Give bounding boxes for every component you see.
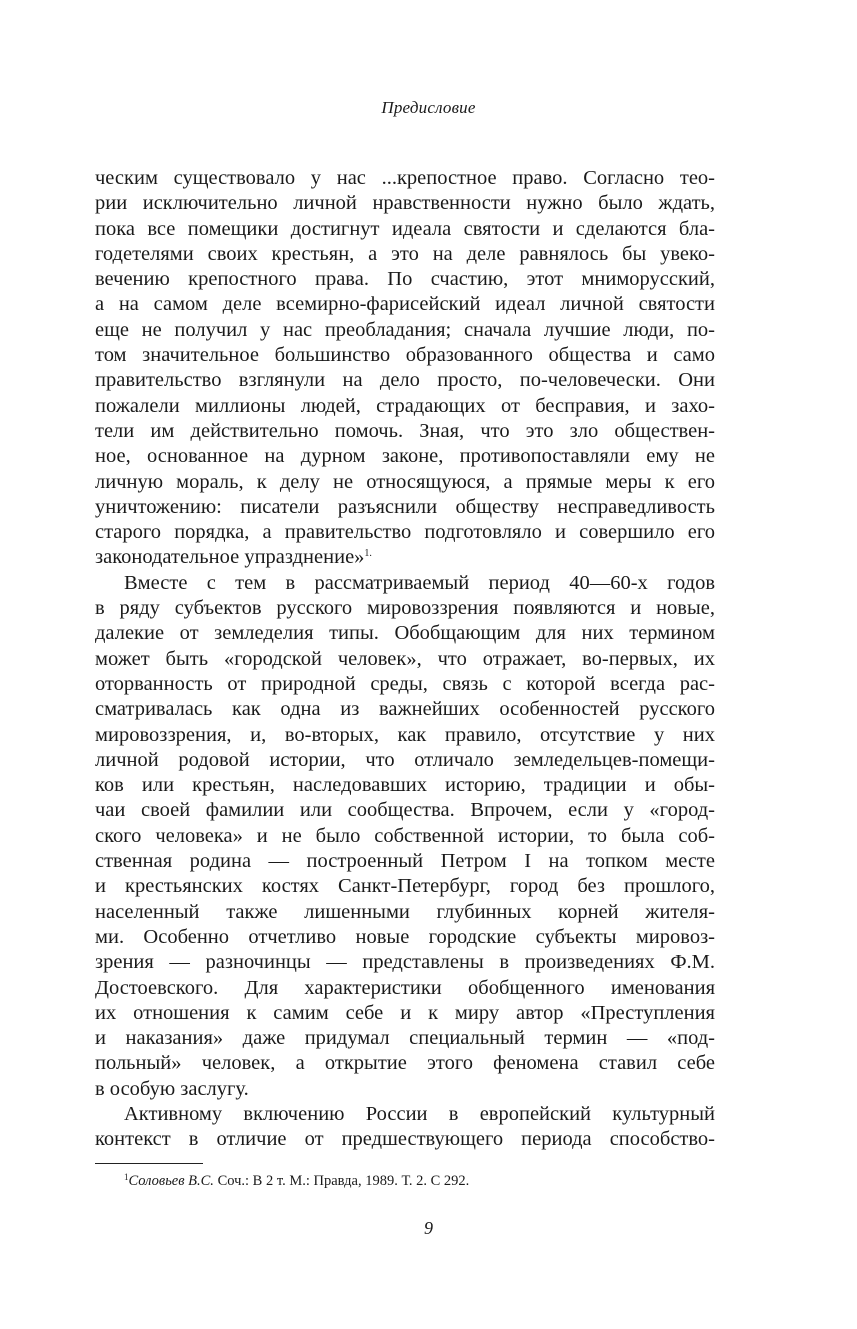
footnote-reference: 1.: [364, 548, 372, 560]
text-line: [95, 368, 715, 393]
line-text: рии исключительно личной нравственности нужно было ждать,: [95, 192, 715, 215]
text-line: [95, 824, 715, 849]
text-line: [95, 1051, 715, 1076]
line-text: польный» человек, а открытие этого феномена ставил себе: [95, 1052, 715, 1075]
line-text: тели им действительно помочь. Зная, что это зло обществен-: [95, 419, 715, 442]
line-text: сматривалась как одна из важнейших особенностей русского: [95, 698, 715, 721]
line-text: годетелями своих крестьян, а это на деле равнялось бы увеко-: [95, 242, 715, 265]
text-line: [95, 343, 715, 368]
text-line: [95, 571, 715, 596]
line-text: ственная родина — построенный Петром I на топком месте: [95, 850, 715, 873]
text-line: [95, 950, 715, 975]
line-text: их отношения к самим себе и к миру автор «Преступления: [95, 1001, 715, 1024]
text-line: [95, 267, 715, 292]
text-line: [95, 217, 715, 242]
text-line: [95, 849, 715, 874]
line-text: чаи своей фамилии или сообщества. Впрочем, если у «город-: [95, 799, 715, 822]
line-text: уничтожению: писатели разъяснили обществу несправедливость: [95, 495, 715, 518]
line-text: пожалели миллионы людей, страдающих от бесправия, и захо-: [95, 394, 715, 417]
text-line: [95, 444, 715, 469]
text-line: [95, 596, 715, 621]
line-text: Достоевского. Для характеристики обобщенного именования: [95, 976, 715, 999]
footnote-divider: [95, 1163, 203, 1164]
footnote-number: 1: [124, 1172, 129, 1182]
line-text: Активному включению России в европейский культурный: [124, 1102, 715, 1125]
running-head: Предисловие: [381, 98, 476, 117]
line-text: ческим существовало у нас ...крепостное право. Согласно тео-: [95, 167, 715, 189]
text-line: [95, 1001, 715, 1026]
text-line: [95, 748, 715, 773]
text-line: [95, 495, 715, 520]
line-text: в особую заслугу.: [95, 1077, 249, 1100]
line-text: в ряду субъектов русского мировоззрения появляются и новые,: [95, 597, 715, 620]
line-text: ми. Особенно отчетливо новые городские субъекты мировоз-: [95, 925, 715, 948]
line-text: зрения — разночинцы — представлены в произведениях Ф.М.: [95, 951, 715, 974]
text-line: [95, 470, 715, 495]
line-text: том значительное большинство образованного общества и само: [95, 344, 715, 367]
line-text: вечению крепостного права. По счастию, этот мниморусский,: [95, 268, 715, 291]
text-line: [95, 1077, 715, 1102]
line-text: правительство взглянули на дело просто, по-человечески. Они: [95, 369, 715, 392]
text-line: [95, 242, 715, 267]
text-line: [95, 292, 715, 317]
text-line: [95, 419, 715, 444]
text-line: [95, 773, 715, 798]
footnote-author: Соловьев В.С.: [128, 1173, 214, 1189]
line-text: а на самом деле всемирно-фарисейский идеал личной святости: [95, 293, 715, 316]
line-text: ского человека» и не было собственной истории, то была соб-: [95, 824, 715, 847]
text-line: [95, 697, 715, 722]
line-text: оторванность от природной среды, связь с которой всегда рас-: [95, 672, 715, 695]
text-line: [95, 1102, 715, 1127]
text-line: [95, 647, 715, 672]
line-text: населенный также лишенными глубинных корней жителя-: [95, 900, 715, 923]
line-text: может быть «городской человек», что отражает, во-первых, их: [95, 647, 715, 670]
footnote: [124, 1173, 469, 1190]
text-line: [95, 520, 715, 545]
line-text: контекст в отличие от предшествующего периода способство-: [95, 1128, 715, 1151]
text-line: [95, 874, 715, 899]
line-text: мировоззрения, и, во-вторых, как правило, отсутствие у них: [95, 723, 715, 746]
text-line: [95, 900, 715, 925]
line-text: еще не получил у нас преобладания; сначала лучшие люди, по-: [95, 318, 715, 341]
body-text: [95, 166, 715, 1153]
footnote-citation: Соч.: В 2 т. М.: Правда, 1989. Т. 2. С 292.: [217, 1173, 470, 1189]
text-line: [95, 318, 715, 343]
text-line: [95, 191, 715, 216]
page-number: 9: [424, 1218, 433, 1238]
text-line: [95, 723, 715, 748]
text-line: [95, 925, 715, 950]
text-line: [95, 545, 715, 570]
line-text: далекие от земледелия типы. Обобщающим для них термином: [95, 622, 715, 645]
line-text: законодательное упразднение»: [95, 546, 365, 569]
text-line: [95, 166, 715, 191]
text-line: [95, 394, 715, 419]
line-text: личную мораль, к делу не относящуюся, а прямые меры к его: [95, 470, 715, 493]
text-line: [95, 1127, 715, 1152]
line-text: и наказания» даже придумал специальный термин — «под-: [95, 1027, 715, 1050]
line-text: пока все помещики достигнут идеала святости и сделаются бла-: [95, 217, 715, 240]
text-line: [95, 976, 715, 1001]
text-line: [95, 798, 715, 823]
line-text: и крестьянских костях Санкт-Петербург, город без прошлого,: [95, 875, 715, 898]
text-line: [95, 672, 715, 697]
text-line: [95, 621, 715, 646]
line-text: ков или крестьян, наследовавших историю, традиции и обы-: [95, 774, 715, 797]
line-text: личной родовой истории, что отличало земледельцев-помещи-: [95, 748, 715, 771]
line-text: старого порядка, а правительство подготовляло и совершило его: [95, 521, 715, 544]
text-line: [95, 1026, 715, 1051]
line-text: ное, основанное на дурном законе, противопоставляли ему не: [95, 445, 715, 468]
line-text: Вместе с тем в рассматриваемый период 40—60-х годов: [124, 571, 715, 594]
